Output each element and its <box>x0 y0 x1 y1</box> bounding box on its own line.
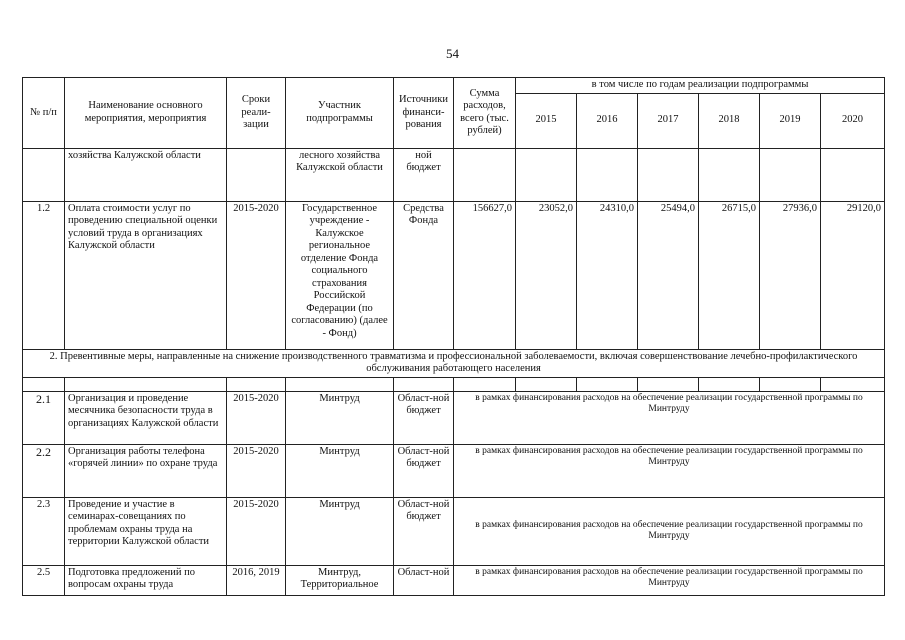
cell-participant: Государственное учреждение - Калужское региональное отделение Фонда социального страхования Российской Федерации (по согласованию) (далее - Фонд) <box>286 201 394 349</box>
cell-name: Оплата стоимости услуг по проведению специальной оценки условий труда в организациях Калужской области <box>65 201 227 349</box>
cell-empty <box>699 148 760 201</box>
cell-value: 25494,0 <box>638 201 699 349</box>
cell-name: Организация работы телефона «горячей линии» по охране труда <box>65 444 227 497</box>
cell-terms: 2015-2020 <box>227 201 286 349</box>
header-num: № п/п <box>23 78 65 149</box>
cell-empty <box>760 377 821 391</box>
cell-name: Подготовка предложений по вопросам охраны труда <box>65 565 227 595</box>
cell-empty <box>454 148 516 201</box>
subprogram-table <box>22 77 885 596</box>
cell-source: Област-ной бюджет <box>394 391 454 444</box>
cell-empty <box>760 148 821 201</box>
cell-empty <box>577 377 638 391</box>
cell-value: 29120,0 <box>821 201 885 349</box>
cell-empty <box>516 377 577 391</box>
page-number: 54 <box>446 46 459 61</box>
header-sources: Источники финанси-рования <box>394 78 454 149</box>
cell-value: 23052,0 <box>516 201 577 349</box>
cell-participant: Минтруд <box>286 444 394 497</box>
spacer-row <box>23 377 885 391</box>
cell-name: Проведение и участие в семинарах-совещаниях по проблемам охраны труда на территории Калужской области <box>65 497 227 565</box>
cell-num: 2.5 <box>23 565 65 595</box>
cell-participant: Минтруд, Территориальное <box>286 565 394 595</box>
cell-num: 2.1 <box>23 391 65 444</box>
header-total: Сумма расходов, всего (тыс. рублей) <box>454 78 516 149</box>
table-row <box>23 444 885 497</box>
cell-funding-note: в рамках финансирования расходов на обеспечение реализации государственной программы по Минтруду <box>454 497 885 565</box>
cell-empty <box>454 377 516 391</box>
header-year: 2018 <box>699 93 760 148</box>
cell-num: 2.3 <box>23 497 65 565</box>
header-year: 2019 <box>760 93 821 148</box>
header-terms: Сроки реали-зации <box>227 78 286 149</box>
header-name: Наименование основного мероприятия, мероприятия <box>65 78 227 149</box>
cell-participant: Минтруд <box>286 497 394 565</box>
header-year: 2020 <box>821 93 885 148</box>
cell-name: хозяйства Калужской области <box>65 148 227 201</box>
section-header-row <box>23 349 885 377</box>
cell-source: Област-ной бюджет <box>394 444 454 497</box>
cell-source: Област-ной <box>394 565 454 595</box>
cell-value: 24310,0 <box>577 201 638 349</box>
table-row <box>23 391 885 444</box>
cell-empty <box>65 377 227 391</box>
continuation-row <box>23 148 885 201</box>
cell-empty <box>286 377 394 391</box>
cell-terms: 2015-2020 <box>227 497 286 565</box>
cell-total: 156627,0 <box>454 201 516 349</box>
table-row <box>23 565 885 595</box>
cell-value: 26715,0 <box>699 201 760 349</box>
cell-empty <box>227 148 286 201</box>
header-year: 2016 <box>577 93 638 148</box>
cell-name: Организация и проведение месячника безопасности труда в организациях Калужской области <box>65 391 227 444</box>
section-title: 2. Превентивные меры, направленные на снижение производственного травматизма и профессиональной заболеваемости, включая совершенствование лечебно-профилактического обслуживания работающего населения <box>23 349 885 377</box>
cell-funding-note: в рамках финансирования расходов на обеспечение реализации государственной программы по Минтруду <box>454 391 885 444</box>
cell-empty <box>577 148 638 201</box>
cell-source: Област-ной бюджет <box>394 497 454 565</box>
cell-participant: Минтруд <box>286 391 394 444</box>
cell-funding-note: в рамках финансирования расходов на обеспечение реализации государственной программы по Минтруду <box>454 444 885 497</box>
cell-empty <box>23 377 65 391</box>
cell-terms: 2016, 2019 <box>227 565 286 595</box>
header-row <box>23 78 885 94</box>
table-row <box>23 201 885 349</box>
header-year: 2017 <box>638 93 699 148</box>
cell-value: 27936,0 <box>760 201 821 349</box>
cell-empty <box>227 377 286 391</box>
cell-participant: лесного хозяйства Калужской области <box>286 148 394 201</box>
cell-funding-note: в рамках финансирования расходов на обеспечение реализации государственной программы по Минтруду <box>454 565 885 595</box>
cell-terms: 2015-2020 <box>227 391 286 444</box>
header-year: 2015 <box>516 93 577 148</box>
cell-empty <box>23 148 65 201</box>
cell-source: ной бюджет <box>394 148 454 201</box>
cell-empty <box>516 148 577 201</box>
cell-empty <box>699 377 760 391</box>
cell-empty <box>394 377 454 391</box>
cell-empty <box>638 377 699 391</box>
table-row <box>23 497 885 565</box>
cell-num: 1.2 <box>23 201 65 349</box>
cell-num: 2.2 <box>23 444 65 497</box>
cell-empty <box>821 148 885 201</box>
cell-source: Средства Фонда <box>394 201 454 349</box>
header-participant: Участник подпрограммы <box>286 78 394 149</box>
header-by-year: в том числе по годам реализации подпрограммы <box>516 78 885 94</box>
cell-terms: 2015-2020 <box>227 444 286 497</box>
cell-empty <box>638 148 699 201</box>
cell-empty <box>821 377 885 391</box>
